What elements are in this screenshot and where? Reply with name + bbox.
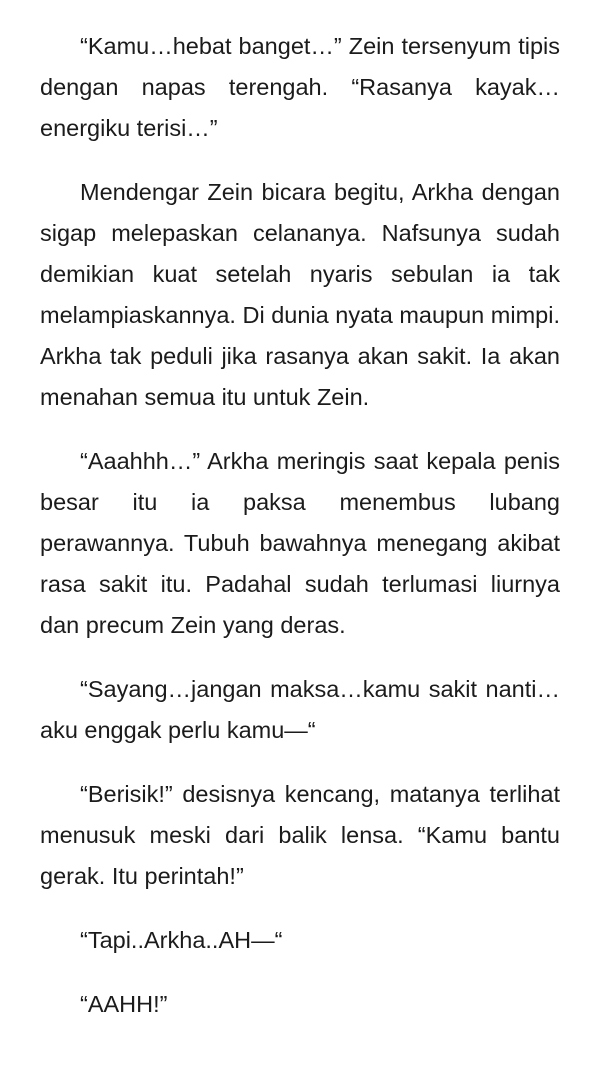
- paragraph: Mendengar Zein bicara begitu, Arkha dengan sigap melepaskan celananya. Nafsunya sudah demikian kuat setelah nyaris sebulan ia tak melampiaskannya. Di dunia nyata maupun mimpi. Arkha tak peduli jika rasanya akan sakit. Ia akan menahan semua itu untuk Zein.: [40, 179, 560, 410]
- paragraph: “Berisik!” desisnya kencang, matanya terlihat menusuk meski dari balik lensa. “Kamu bantu gerak. Itu perintah!”: [40, 781, 560, 889]
- paragraph: “Kamu…hebat banget…” Zein tersenyum tipis dengan napas terengah. “Rasanya kayak…energiku terisi…”: [40, 33, 560, 141]
- paragraph: “Tapi..Arkha..AH—“: [80, 927, 283, 953]
- story-text: [40, 26, 560, 1025]
- paragraph: “Sayang…jangan maksa…kamu sakit nanti…aku enggak perlu kamu—“: [40, 676, 560, 743]
- paragraph: “AAHH!”: [80, 991, 168, 1017]
- paragraph: “Aaahhh…” Arkha meringis saat kepala penis besar itu ia paksa menembus lubang perawannya. Tubuh bawahnya menegang akibat rasa sakit itu. Padahal sudah terlumasi liurnya dan precum Zein yang deras.: [40, 448, 560, 638]
